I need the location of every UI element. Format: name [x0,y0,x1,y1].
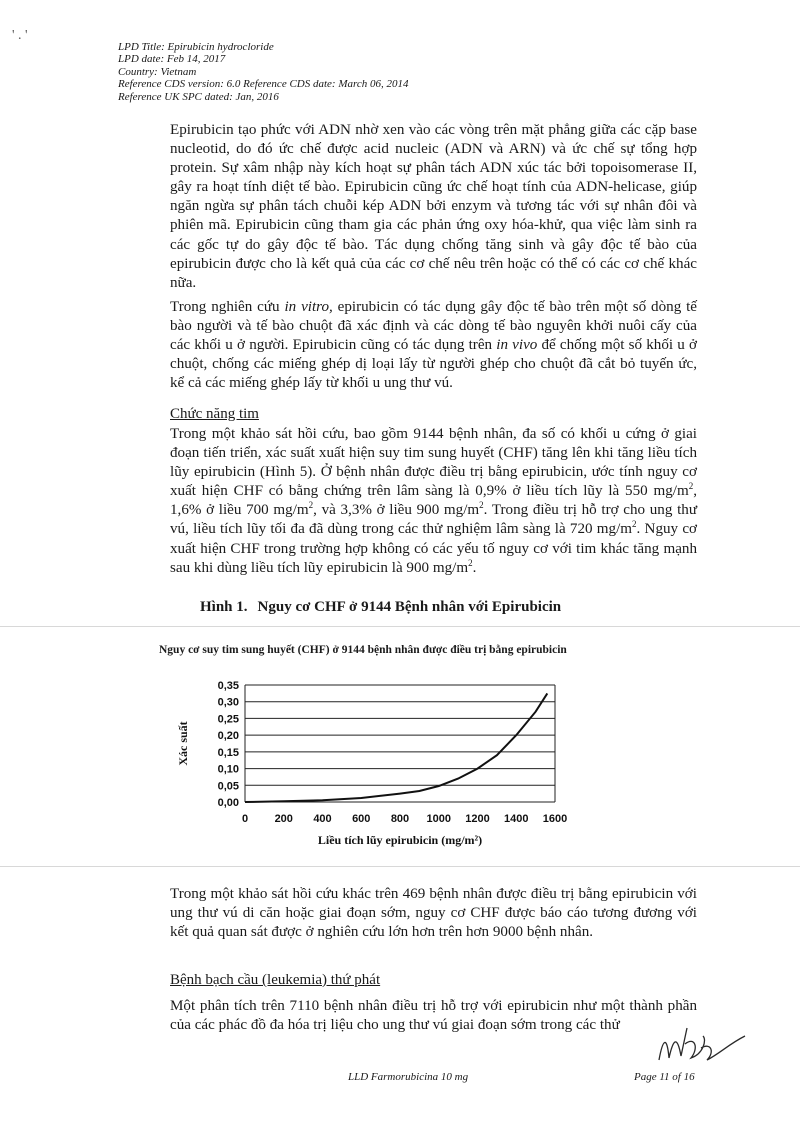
header-line-cds: Reference CDS version: 6.0 Reference CDS date: March 06, 2014 [118,78,409,91]
p2-text-a: Trong nghiên cứu [170,299,285,315]
x-tick-label: 1400 [504,813,529,825]
chf-risk-chart [160,670,580,855]
p3-text-f: . [472,559,477,576]
y-tick-label: 0,30 [217,696,239,709]
figure-divider-top [0,626,800,627]
document-header [118,41,409,103]
y-tick-label: 0,05 [217,780,239,793]
p3-text-b: , 1,6% ở liều 700 mg/m [170,483,697,519]
paragraph-in-vitro [170,298,697,393]
y-tick-label: 0,25 [217,713,239,726]
paragraph-cardiac [170,425,697,578]
x-tick-label: 400 [313,813,332,825]
margin-mark: ' . ' [12,28,28,43]
p3-text-a: Trong một khảo sát hồi cứu, bao gồm 9144 bệnh nhân, đa số có khối u cứng ở giai đoạn tiến triển, xác suất xuất hiện suy tim sung huyết (CHF) tăng lên khi tăng liều tích lũy epirubicin (Hình 5). Ở bệnh nhân được điều trị bằng epirubicin, ước tính nguy cơ xuất hiện CHF có bằng chứng trên lâm sàng là 0,9% ở liều tích lũy là 550 mg/m [170,426,697,500]
x-tick-label: 1200 [465,813,490,825]
heading-cardiac-function: Chức năng tim [170,406,259,422]
x-tick-label: 800 [390,813,410,825]
p3-text-e: . Nguy cơ xuất hiện CHF trong trường hợp không có các yếu tố nguy cơ với tim khác tăng mạnh sau khi dùng liều tích lũy epirubicin là 900 mg/m [170,521,697,576]
p3-text-c: , và 3,3% ở liều 900 mg/m [313,502,480,519]
figure-divider-bottom [0,866,800,867]
y-tick-label: 0,00 [217,797,239,809]
header-line-title: LPD Title: Epirubicin hydrocloride [118,41,274,53]
paragraph-second-survey: Trong một khảo sát hồi cứu khác trên 469 bệnh nhân được điều trị bằng epirubicin với ung thư vú di căn hoặc giai đoạn sớm, nguy cơ CHF được báo cáo tương đương với kết quả quan sát được ở nghiên cứu lớn hơn trên hơn 9000 bệnh nhân. [170,886,697,941]
y-tick-label: 0,20 [217,730,239,743]
p2-in-vitro-term: in vitro, [284,299,333,315]
header-line-country: Country: Vietnam [118,65,197,78]
paragraph-mechanism: Epirubicin tạo phức với ADN nhờ xen vào các vòng trên mặt phẳng giữa các cặp base nucleotid, do đó ức chế được acid nucleic (ADN và ARN) và ức chế sự tổng hợp protein. Sự xâm nhập này kích hoạt sự phân tách ADN xúc tác bởi topoisomerase II, gây ra hoạt tính diệt tế bào. Epirubicin cũng ức chế hoạt tính của ADN-helicase, giúp ngăn ngừa sự phân tách chuỗi kép ADN bởi enzym và tương tác với sự nhân đôi và phiên mã. Epirubicin cũng tham gia các phản ứng oxy hóa-khử, qua việc làm sinh ra các gốc tự do gây độc tế bào. Tác dụng chống tăng sinh và gây độc tế bào của epirubicin được cho là kết quả của các cơ chế nêu trên hoặc có thể có các cơ chế khác nữa. [170,122,697,291]
paragraph-leukemia: Một phân tích trên 7110 bệnh nhân điều trị hỗ trợ với epirubicin như một thành phần của các phác đồ đa hóa trị liệu cho ung thư vú giai đoạn sớm trong các thử [170,998,697,1034]
footer-document-name: LLD Farmorubicina 10 mg [348,1071,469,1083]
header-line-spc: Reference UK SPC dated: Jan, 2016 [118,90,279,103]
p3-text-d: . Trong điều trị hỗ trợ cho ung thư vú, liều tích lũy tối đa đã dùng trong các thử nghiệm lâm sàng là 720 mg/m [170,502,697,538]
footer-page-number: Page 11 of 16 [634,1071,695,1083]
superscript: 2 [308,500,314,511]
x-tick-label: 1000 [426,813,451,825]
handwritten-signature [655,1018,750,1068]
header-line-date: LPD date: Feb 14, 2017 [118,53,226,66]
p2-text-c: để chống một số khối u ở chuột, chống các miếng ghép dị loại lấy từ người ghép cho chuột đã cắt bỏ tuyến ức, kể cả các miếng ghép lấy từ khối u ung thư vú. [170,337,697,392]
p2-text-b: epirubicin có tác dụng gây độc tế bào trên một số dòng tế bào người và tế bào chuột đã xác định và các dòng tế bào nguyên khởi nuôi cấy của các khối u ở người. Epirubicin cũng có tác dụng trên [170,299,697,354]
y-axis-label: Xác suất [176,721,190,766]
x-axis-label: Liều tích lũy epirubicin (mg/m²) [317,833,483,847]
chart-title: Nguy cơ suy tim sung huyết (CHF) ở 9144 bệnh nhân được điều trị bằng epirubicin [159,644,567,656]
x-tick-label: 1600 [542,813,568,825]
figure-number: Hình 1. [200,599,248,615]
y-tick-label: 0,35 [217,680,239,692]
figure-title: Nguy cơ CHF ở 9144 Bệnh nhân với Epirubicin [257,599,562,615]
x-tick-label: 0 [241,813,249,825]
x-tick-label: 200 [274,813,293,825]
y-tick-label: 0,10 [217,763,239,776]
superscript: 2 [468,557,473,568]
figure-caption [200,599,561,616]
x-tick-label: 600 [352,813,371,825]
superscript: 2 [479,500,484,511]
p2-in-vivo-term: in vivo [496,337,538,354]
superscript: 2 [688,481,694,492]
y-tick-label: 0,15 [217,746,239,759]
heading-secondary-leukemia: Bệnh bạch cầu (leukemia) thứ phát [170,972,381,988]
superscript: 2 [632,519,637,530]
